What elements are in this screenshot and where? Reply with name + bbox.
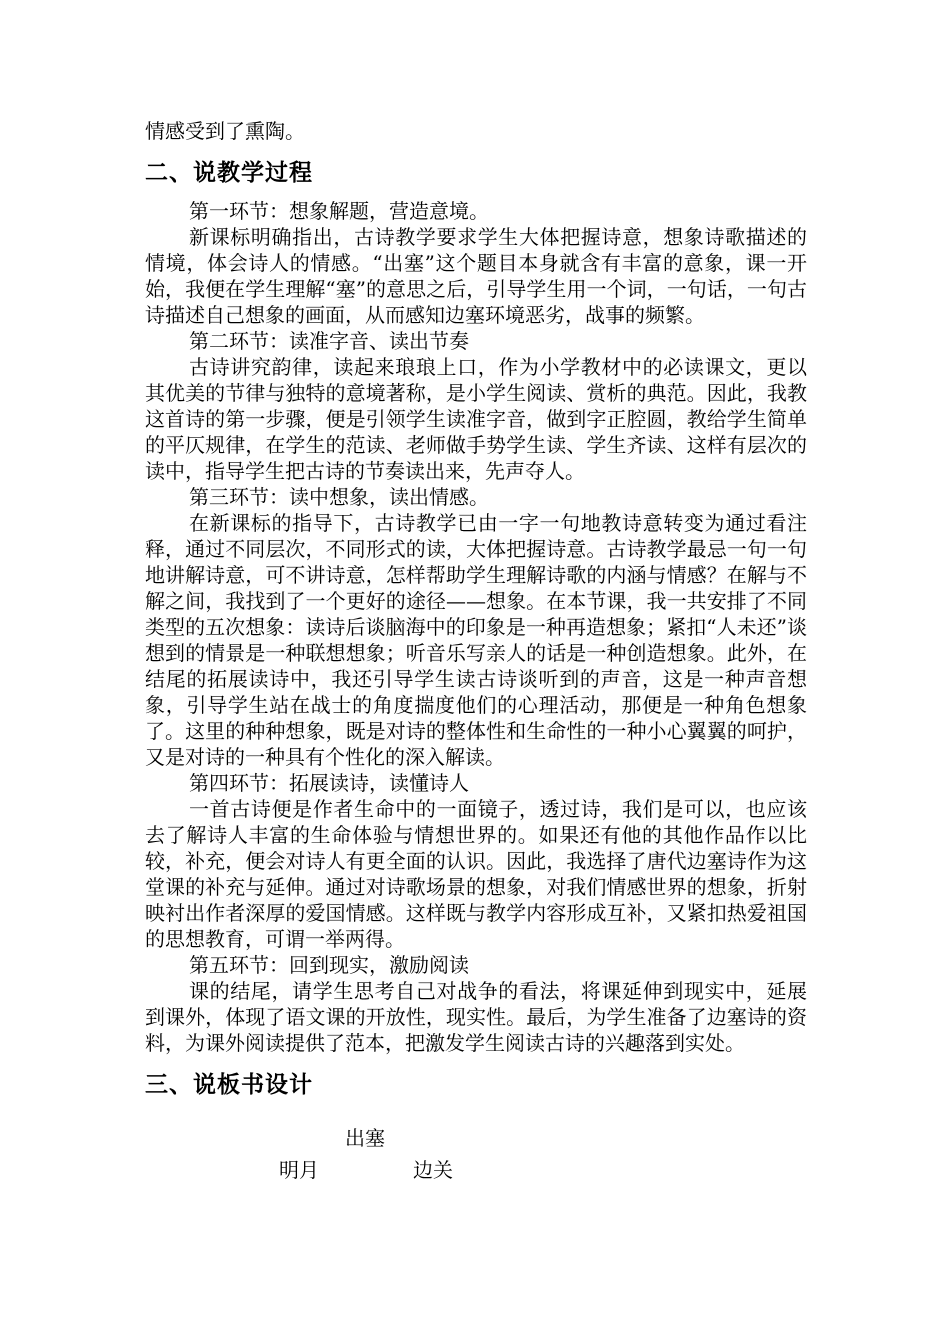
document-content (145, 118, 807, 1200)
step4-title: 第四环节：拓展读诗，读懂诗人 (189, 771, 469, 795)
step1-title: 第一环节：想象解题，营造意境。 (189, 199, 489, 223)
board-right-item: 边关 (413, 1158, 453, 1182)
intro-tail-text: 情感受到了熏陶。 (145, 119, 305, 143)
step3-body: 在新课标的指导下，古诗教学已由一字一句地教诗意转变为通过看注释，通过不同层次，不同形式的读，大体把握诗意。古诗教学最忌一句一句地讲解诗意，可不讲诗意，怎样帮助学生理解诗歌的内涵与情感？在解与不解之间，我找到了一个更好的途径——想象。在本节课，我一共安排了不同类型的五次想象：读诗后谈脑海中的印象是一种再造想象；紧扣“人未还”谈想到的情景是一种联想想象；听音乐写亲人的话是一种创造想象。此外，在结尾的拓展读诗中，我还引导学生读古诗谈听到的声音，这是一种声音想象，引导学生站在战士的角度揣度他们的心理活动，那便是一种角色想象了。这里的种种想象，既是对诗的整体性和生命性的一种小心翼翼的呵护，又是对诗的一种具有个性化的深入解读。 (145, 511, 807, 769)
step5-body: 课的结尾，请学生思考自己对战争的看法，将课延伸到现实中，延展到课外，体现了语文课的开放性，现实性。最后，为学生准备了边塞诗的资料，为课外阅读提供了范本，把激发学生阅读古诗的兴趣落到实处。 (145, 979, 807, 1055)
step3-title: 第三环节：读中想象，读出情感。 (189, 485, 489, 509)
section2-heading: 二、说教学过程 (145, 160, 313, 186)
board-design (145, 1110, 807, 1200)
board-left-item: 明月 (279, 1158, 319, 1182)
step1-body: 新课标明确指出，古诗教学要求学生大体把握诗意，想象诗歌描述的情境，体会诗人的情感。“出塞”这个题目本身就含有丰富的意象，课一开始，我便在学生理解“塞”的意思之后，引导学生用一个词，一句话，一句古诗描述自己想象的画面，从而感知边塞环境恶劣，战事的频繁。 (145, 225, 807, 327)
section3-heading: 三、说板书设计 (145, 1072, 313, 1098)
step2-body: 古诗讲究韵律，读起来琅琅上口，作为小学教材中的必读课文，更以其优美的节律与独特的意境著称，是小学生阅读、赏析的典范。因此，我教这首诗的第一步骤，便是引领学生读准字音，做到字正腔圆，教给学生简单的平仄规律，在学生的范读、老师做手势学生读、学生齐读、这样有层次的读中，指导学生把古诗的节奏读出来，先声夺人。 (145, 355, 807, 483)
step4-body: 一首古诗便是作者生命中的一面镜子，透过诗，我们是可以，也应该去了解诗人丰富的生命体验与情想世界的。如果还有他的其他作品作以比较，补充，便会对诗人有更全面的认识。因此，我选择了唐代边塞诗作为这堂课的补充与延伸。通过对诗歌场景的想象，对我们情感世界的想象，折射映衬出作者深厚的爱国情感。这样既与教学内容形成互补，又紧扣热爱祖国的思想教育，可谓一举两得。 (145, 797, 807, 951)
step5-title: 第五环节：回到现实，激励阅读 (189, 953, 469, 977)
step2-title: 第二环节：读准字音、读出节奏 (189, 329, 469, 353)
board-title: 出塞 (345, 1126, 385, 1150)
